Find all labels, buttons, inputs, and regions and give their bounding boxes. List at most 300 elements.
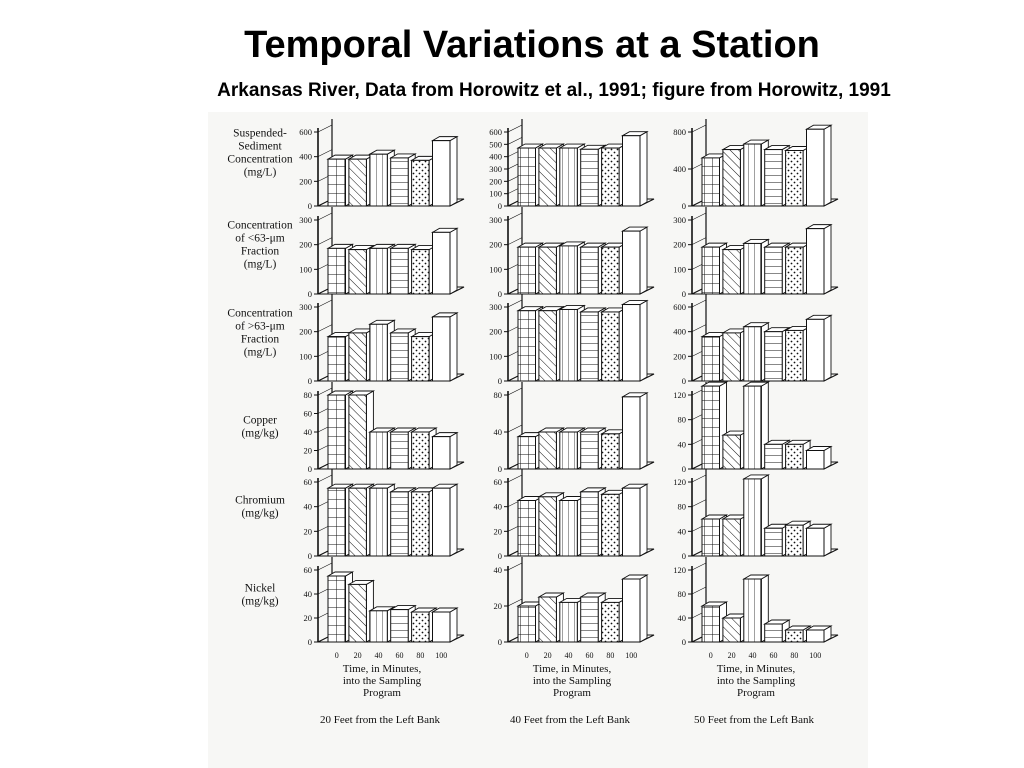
- bar-front: [807, 451, 825, 470]
- row-label-line: Concentration: [227, 219, 293, 232]
- y-tick-depth: [508, 563, 522, 570]
- bar-front: [602, 434, 620, 469]
- row-label-line: Fraction: [240, 245, 280, 258]
- bar-side: [640, 132, 647, 206]
- bar-panel: [489, 207, 654, 299]
- bar-panel: [673, 382, 838, 474]
- bar-front: [723, 435, 741, 469]
- bar-panel: [673, 469, 838, 561]
- bar-front: [723, 618, 741, 642]
- row-label-line: Sediment: [238, 140, 282, 153]
- bar-front: [560, 148, 578, 206]
- bar-front: [539, 432, 557, 469]
- row-label-line: Concentration: [227, 153, 293, 166]
- bar-side: [640, 575, 647, 642]
- bar-front: [328, 337, 346, 381]
- y-tick-label: 200: [299, 326, 312, 337]
- y-tick-depth: [508, 238, 522, 245]
- y-tick-depth: [692, 500, 706, 507]
- x-tick-label: 80: [416, 651, 425, 660]
- bar-front: [786, 630, 804, 642]
- y-tick-label: 20: [493, 526, 502, 537]
- bar-front: [370, 432, 388, 469]
- y-tick-label: 40: [677, 526, 686, 537]
- bar-panel: [489, 119, 654, 211]
- bar-front: [702, 386, 720, 469]
- page-subtitle: Arkansas River, Data from Horowitz et al., 1991; figure from Horowitz, 1991: [217, 80, 891, 101]
- column-title: 50 Feet from the Left Bank: [693, 714, 815, 726]
- bar-front: [328, 488, 346, 556]
- y-tick-depth: [508, 137, 522, 144]
- y-tick-label: 0: [681, 289, 686, 299]
- y-tick-depth: [318, 213, 332, 220]
- y-tick-label: 80: [677, 501, 686, 512]
- y-tick-depth: [692, 125, 706, 132]
- bar-front: [518, 501, 536, 557]
- bar: [433, 484, 458, 556]
- y-tick-depth: [692, 238, 706, 245]
- y-tick-label: 0: [681, 201, 686, 211]
- y-tick-label: 0: [681, 551, 686, 561]
- bar-front: [370, 611, 388, 642]
- bar-front: [391, 333, 409, 381]
- bar-front: [581, 492, 599, 556]
- bar-front: [349, 488, 367, 556]
- y-tick-label: 20: [303, 613, 312, 623]
- y-tick-label: 100: [299, 264, 312, 275]
- y-tick-label: 600: [673, 302, 686, 312]
- bar: [807, 315, 832, 381]
- bar-side: [450, 313, 457, 381]
- bar: [623, 484, 648, 556]
- bar: [433, 433, 458, 469]
- y-tick-label: 60: [303, 565, 312, 575]
- bar-front: [744, 144, 762, 206]
- bar-front: [412, 612, 430, 642]
- bar-front: [623, 579, 641, 642]
- x-tick-label: 60: [395, 651, 404, 660]
- bar: [807, 225, 832, 294]
- bar-front: [723, 519, 741, 556]
- y-tick-label: 0: [307, 289, 312, 299]
- bar-front: [328, 395, 346, 469]
- x-tick-label: 40: [564, 651, 573, 660]
- bar-front: [744, 579, 762, 642]
- row-label-line: (mg/kg): [241, 595, 279, 608]
- y-tick-label: 40: [493, 427, 502, 437]
- y-tick-label: 300: [489, 215, 502, 225]
- y-tick-label: 0: [307, 464, 312, 474]
- bar: [807, 447, 832, 470]
- bar-front: [539, 497, 557, 556]
- y-tick-depth: [692, 563, 706, 570]
- y-tick-depth: [318, 475, 332, 482]
- x-tick-label: 0: [708, 651, 713, 660]
- y-tick-depth: [318, 125, 332, 132]
- bar-front: [391, 492, 409, 556]
- y-tick-depth: [318, 238, 332, 245]
- y-tick-depth: [508, 425, 522, 432]
- x-axis-label-line: Program: [737, 687, 775, 699]
- bar-front: [560, 309, 578, 381]
- bar-front: [328, 576, 346, 642]
- bar-panel: [673, 557, 838, 647]
- bar-front: [623, 305, 641, 381]
- x-tick-label: 20: [543, 651, 552, 660]
- x-tick-label: 80: [606, 651, 615, 660]
- y-tick-label: 80: [677, 589, 686, 599]
- bar-panel: [494, 557, 655, 647]
- y-tick-label: 500: [489, 139, 502, 150]
- y-tick-depth: [318, 150, 332, 157]
- x-tick-label: 20: [353, 651, 362, 660]
- bar-front: [786, 247, 804, 294]
- bar-front: [807, 229, 825, 294]
- bar-front: [518, 606, 536, 642]
- x-axis-label-line: Time, in Minutes,: [532, 663, 612, 675]
- bar-front: [581, 432, 599, 469]
- bar-front: [786, 444, 804, 469]
- y-tick-label: 0: [307, 376, 312, 386]
- y-tick-label: 800: [673, 127, 686, 137]
- x-tick-label: 40: [748, 651, 757, 660]
- bar-front: [723, 150, 741, 206]
- bar-side: [640, 484, 647, 556]
- bar-front: [560, 602, 578, 642]
- bar-front: [765, 247, 783, 294]
- bar-front: [602, 312, 620, 381]
- y-tick-label: 200: [489, 239, 502, 250]
- bar-front: [412, 432, 430, 469]
- bar-front: [744, 327, 762, 381]
- y-tick-label: 0: [307, 551, 312, 561]
- bar-front: [702, 247, 720, 294]
- x-axis-label-line: into the Sampling: [532, 675, 612, 687]
- y-tick-label: 400: [299, 151, 312, 162]
- y-tick-label: 40: [493, 565, 502, 575]
- bar-front: [328, 159, 346, 206]
- row-label-line: Concentration: [227, 307, 293, 320]
- y-tick-depth: [318, 300, 332, 307]
- x-axis-label-line: Program: [363, 687, 401, 699]
- bar-front: [370, 248, 388, 294]
- bar-front: [412, 337, 430, 381]
- bar-front: [765, 444, 783, 469]
- bar: [623, 575, 648, 642]
- y-tick-label: 60: [303, 477, 312, 487]
- x-tick-label: 60: [585, 651, 594, 660]
- bar-front: [349, 333, 367, 381]
- y-tick-label: 200: [489, 176, 502, 187]
- bar: [623, 132, 648, 206]
- x-tick-label: 100: [809, 651, 822, 660]
- bar-side: [824, 315, 831, 381]
- bar-front: [349, 159, 367, 206]
- bar: [433, 137, 458, 206]
- bar-front: [412, 492, 430, 556]
- bar-side: [450, 608, 457, 642]
- bar-front: [539, 597, 557, 642]
- y-tick-label: 400: [489, 151, 502, 162]
- bar: [433, 228, 458, 294]
- y-tick-label: 400: [673, 326, 686, 337]
- y-tick-label: 200: [299, 176, 312, 187]
- bar-panel: [489, 294, 654, 386]
- bar-front: [723, 333, 741, 381]
- y-tick-label: 300: [489, 164, 502, 174]
- bar-front: [518, 311, 536, 381]
- row-label-line: Copper: [243, 414, 277, 427]
- bar-front: [433, 488, 451, 556]
- y-tick-label: 300: [489, 302, 502, 312]
- bar-front: [723, 250, 741, 294]
- row-label-line: Fraction: [240, 333, 280, 346]
- y-tick-depth: [692, 475, 706, 482]
- y-tick-label: 100: [489, 264, 502, 275]
- bar-front: [602, 247, 620, 294]
- y-tick-label: 0: [497, 637, 502, 647]
- y-tick-depth: [318, 325, 332, 332]
- x-axis-label-line: Time, in Minutes,: [342, 663, 422, 675]
- y-tick-label: 100: [489, 188, 502, 199]
- bar-front: [560, 501, 578, 557]
- y-tick-label: 0: [497, 464, 502, 474]
- bar-front: [807, 630, 825, 642]
- bar-side: [450, 433, 457, 469]
- y-tick-label: 120: [673, 390, 686, 400]
- y-tick-label: 0: [497, 551, 502, 561]
- y-tick-label: 40: [677, 613, 686, 623]
- y-tick-label: 0: [497, 201, 502, 211]
- bar-front: [807, 528, 825, 556]
- bar-front: [412, 250, 430, 294]
- y-tick-label: 300: [299, 302, 312, 312]
- y-tick-label: 40: [303, 501, 312, 512]
- row-label-line: (mg/kg): [241, 427, 279, 440]
- row-label-line: (mg/L): [243, 258, 277, 271]
- y-tick-label: 600: [489, 127, 502, 137]
- y-tick-label: 120: [673, 565, 686, 575]
- figure-panel: [208, 112, 868, 768]
- bar-side: [450, 484, 457, 556]
- x-axis-label-line: into the Sampling: [716, 675, 796, 687]
- panels: [299, 119, 838, 726]
- y-tick-label: 80: [677, 414, 686, 425]
- bar-front: [786, 330, 804, 381]
- x-axis-label-line: Time, in Minutes,: [716, 663, 796, 675]
- bar-panel: [494, 382, 655, 474]
- bar: [807, 524, 832, 556]
- bar-side: [640, 393, 647, 469]
- y-tick-label: 0: [497, 376, 502, 386]
- bar-front: [765, 332, 783, 381]
- bar-front: [539, 247, 557, 294]
- y-tick-label: 0: [681, 464, 686, 474]
- column-title: 20 Feet from the Left Bank: [319, 714, 441, 726]
- y-tick-label: 400: [673, 164, 686, 174]
- bar-front: [370, 154, 388, 206]
- row-label-line: of >63-μm: [235, 320, 285, 333]
- bar-front: [391, 248, 409, 294]
- y-tick-label: 100: [489, 351, 502, 362]
- bar-front: [744, 479, 762, 556]
- bar-front: [518, 247, 536, 294]
- y-tick-label: 600: [299, 127, 312, 137]
- bar-front: [744, 386, 762, 469]
- bar-front: [702, 606, 720, 642]
- bar-front: [602, 148, 620, 206]
- bar-front: [391, 158, 409, 206]
- x-tick-label: 0: [334, 651, 339, 660]
- y-tick-label: 200: [299, 239, 312, 250]
- bar-front: [518, 437, 536, 469]
- bar-side: [640, 301, 647, 381]
- y-tick-label: 60: [303, 408, 312, 419]
- row-label-line: (mg/L): [243, 346, 277, 359]
- row-label-line: of <63-μm: [235, 232, 285, 245]
- bar-front: [765, 150, 783, 206]
- bar-panel: [299, 119, 464, 211]
- bar-front: [765, 624, 783, 642]
- y-tick-depth: [508, 213, 522, 220]
- bar-front: [744, 243, 762, 294]
- bar-panel: [299, 294, 464, 386]
- bar-front: [602, 494, 620, 556]
- bar-front: [786, 525, 804, 556]
- y-tick-depth: [692, 587, 706, 594]
- x-axis-label-line: Program: [553, 687, 591, 699]
- bar-front: [702, 337, 720, 381]
- x-tick-label: 20: [727, 651, 736, 660]
- bar-front: [433, 437, 451, 469]
- y-tick-label: 0: [307, 201, 312, 211]
- bar-front: [623, 136, 641, 206]
- y-tick-label: 0: [307, 637, 312, 647]
- bar-side: [640, 227, 647, 294]
- bar: [623, 393, 648, 469]
- y-tick-label: 20: [303, 445, 312, 456]
- bar-front: [370, 324, 388, 381]
- x-tick-label: 0: [524, 651, 529, 660]
- y-tick-label: 120: [673, 477, 686, 487]
- x-axis-label-line: into the Sampling: [342, 675, 422, 687]
- x-tick-label: 40: [374, 651, 383, 660]
- row-label-line: Chromium: [235, 494, 285, 507]
- bar-front: [349, 584, 367, 642]
- y-tick-label: 300: [299, 215, 312, 225]
- x-tick-label: 100: [625, 651, 638, 660]
- bar-panel: [494, 469, 655, 561]
- y-tick-label: 40: [677, 439, 686, 450]
- x-tick-label: 100: [435, 651, 448, 660]
- row-label-line: Suspended-: [233, 127, 287, 140]
- x-tick-label: 60: [769, 651, 778, 660]
- bar-front: [560, 246, 578, 294]
- bar-front: [581, 312, 599, 381]
- y-tick-label: 60: [493, 477, 502, 487]
- bar-side: [450, 137, 457, 206]
- bar-front: [702, 519, 720, 556]
- bar-panel: [673, 119, 838, 211]
- y-tick-label: 40: [493, 501, 502, 512]
- bar-front: [433, 612, 451, 642]
- row-label-line: (mg/L): [243, 166, 277, 179]
- bar-front: [433, 317, 451, 381]
- bar-side: [824, 524, 831, 556]
- y-tick-depth: [318, 563, 332, 570]
- bar: [623, 301, 648, 381]
- y-tick-depth: [692, 213, 706, 220]
- y-tick-depth: [692, 325, 706, 332]
- bar-front: [539, 311, 557, 381]
- bar-front: [391, 432, 409, 469]
- bar-front: [349, 250, 367, 294]
- y-tick-depth: [508, 125, 522, 132]
- row-labels: [227, 128, 292, 608]
- bar-front: [328, 248, 346, 294]
- y-tick-label: 80: [493, 390, 502, 400]
- bar-panel: [299, 207, 464, 299]
- bar: [433, 608, 458, 642]
- bar-front: [412, 160, 430, 206]
- y-tick-label: 100: [673, 264, 686, 275]
- row-label-line: (mg/kg): [241, 507, 279, 520]
- bar-side: [824, 125, 831, 206]
- bar-panel: [304, 469, 465, 561]
- bar-front: [807, 129, 825, 206]
- bar-front: [623, 488, 641, 556]
- y-tick-depth: [508, 475, 522, 482]
- y-tick-label: 80: [303, 390, 312, 400]
- bar-front: [518, 148, 536, 206]
- y-tick-label: 300: [673, 215, 686, 225]
- bar-front: [349, 395, 367, 469]
- y-tick-label: 0: [681, 376, 686, 386]
- bar-side: [450, 228, 457, 294]
- bar-front: [702, 158, 720, 206]
- bar-front: [581, 149, 599, 206]
- y-tick-label: 200: [673, 351, 686, 362]
- bar-front: [602, 602, 620, 642]
- bar-front: [623, 231, 641, 294]
- y-tick-label: 200: [673, 239, 686, 250]
- bar-front: [765, 528, 783, 556]
- bar-front: [391, 610, 409, 642]
- y-tick-label: 20: [303, 526, 312, 537]
- y-tick-label: 0: [681, 637, 686, 647]
- y-tick-label: 40: [303, 427, 312, 437]
- row-label-line: Nickel: [244, 582, 276, 595]
- bar-side: [824, 225, 831, 294]
- bar-front: [786, 151, 804, 207]
- bar: [807, 125, 832, 206]
- chart-figure: [208, 112, 868, 768]
- bar-front: [623, 397, 641, 469]
- bar-front: [433, 141, 451, 206]
- column-title: 40 Feet from the Left Bank: [509, 714, 631, 726]
- page-title: Temporal Variations at a Station: [244, 24, 820, 66]
- y-tick-label: 200: [489, 326, 502, 337]
- bar: [807, 626, 832, 642]
- bar-panel: [304, 557, 465, 647]
- bar: [433, 313, 458, 381]
- bar-front: [370, 488, 388, 556]
- bar-panel: [673, 294, 838, 386]
- bar: [623, 227, 648, 294]
- bar-front: [581, 247, 599, 294]
- bar-front: [433, 232, 451, 294]
- bar-front: [807, 319, 825, 381]
